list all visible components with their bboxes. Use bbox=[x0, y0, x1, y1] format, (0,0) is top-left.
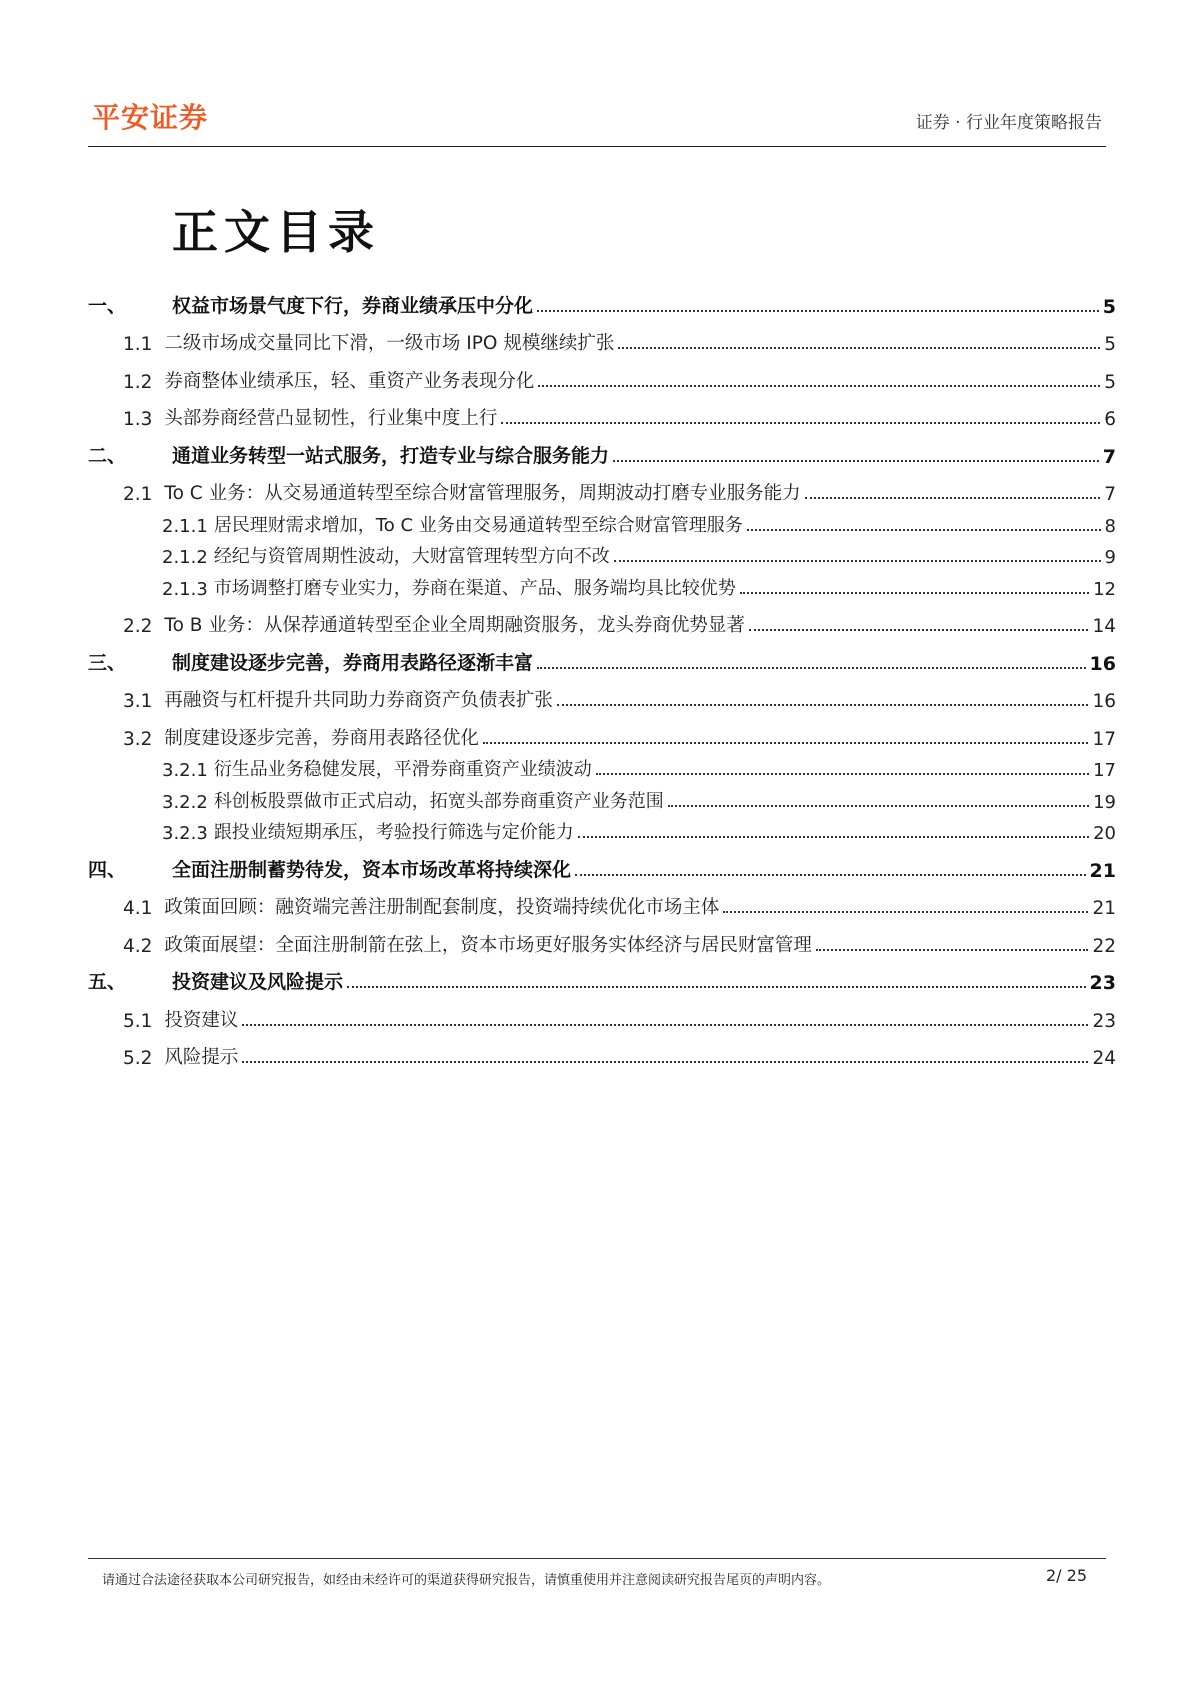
toc-entry[interactable] bbox=[88, 430, 1116, 468]
dot-leader bbox=[816, 949, 1089, 951]
toc-entry-title: 券商整体业绩承压，轻、重资产业务表现分化 bbox=[164, 370, 535, 392]
dot-leader bbox=[749, 629, 1089, 631]
toc-entry-title: 权益市场景气度下行，券商业绩承压中分化 bbox=[172, 294, 534, 317]
page-number: 2/ 25 bbox=[1045, 1566, 1087, 1585]
toc-entry[interactable] bbox=[88, 882, 1116, 920]
toc-entry-number: 3.2.3 bbox=[162, 823, 208, 844]
dot-leader bbox=[805, 497, 1101, 499]
toc-entry[interactable] bbox=[88, 505, 1116, 537]
toc-entry-number: 二、 bbox=[88, 444, 127, 467]
toc-entry[interactable] bbox=[88, 355, 1116, 393]
footer-disclaimer: 请通过合法途径获取本公司研究报告，如经由未经许可的渠道获得研究报告，请慎重使用并注意阅读研究报告尾页的声明内容。 bbox=[102, 1573, 831, 1588]
toc-entry[interactable] bbox=[88, 318, 1116, 356]
toc-entry[interactable] bbox=[88, 537, 1116, 569]
toc-entry-number: 三、 bbox=[88, 651, 127, 674]
toc-entry-page: 23 bbox=[1089, 972, 1116, 994]
toc-entry-number: 4.1 bbox=[123, 898, 153, 919]
toc-entry-number: 3.2 bbox=[123, 728, 153, 750]
toc-entry[interactable] bbox=[88, 468, 1116, 506]
toc-entry[interactable] bbox=[88, 919, 1116, 957]
toc-entry-page: 5 bbox=[1104, 371, 1116, 393]
toc-entry-title: 政策面回顾：融资端完善注册制配套制度，投资端持续优化市场主体 bbox=[164, 897, 720, 918]
toc-entry-number: 一、 bbox=[88, 294, 127, 317]
toc-entry-number: 2.1.2 bbox=[162, 547, 208, 568]
company-logo: 平安证券 bbox=[92, 101, 209, 134]
toc-entry[interactable] bbox=[88, 957, 1116, 995]
page-header bbox=[88, 90, 1106, 147]
toc-entry[interactable] bbox=[88, 568, 1116, 600]
toc-entry-page: 21 bbox=[1092, 898, 1116, 919]
dot-leader bbox=[578, 836, 1089, 838]
footer-divider bbox=[88, 1558, 1106, 1559]
dot-leader bbox=[537, 667, 1086, 669]
toc-entry-page: 22 bbox=[1092, 935, 1116, 957]
toc-entry[interactable] bbox=[88, 393, 1116, 431]
toc-title: 正文目录 bbox=[172, 205, 380, 259]
toc-entry-title: 科创板股票做市正式启动，拓宽头部券商重资产业务范围 bbox=[213, 790, 664, 812]
dot-leader bbox=[747, 529, 1101, 531]
dot-leader bbox=[613, 460, 1099, 462]
dot-leader bbox=[538, 385, 1100, 387]
toc-entry-number: 4.2 bbox=[123, 935, 153, 957]
toc-entry-page: 7 bbox=[1102, 445, 1116, 468]
toc-entry-title: 通道业务转型一站式服务，打造专业与综合服务能力 bbox=[172, 444, 610, 467]
toc-entry-title: 居民理财需求增加，To C 业务由交易通道转型至综合财富管理服务 bbox=[213, 514, 743, 536]
dot-leader bbox=[242, 1061, 1088, 1063]
dot-leader bbox=[596, 773, 1089, 775]
toc-entry-number: 1.3 bbox=[123, 409, 153, 430]
toc-entry-title: 投资建议 bbox=[164, 1009, 239, 1031]
toc-entry-page: 7 bbox=[1104, 484, 1116, 505]
dot-leader bbox=[537, 310, 1099, 312]
toc-entry-title: To B 业务：从保荐通道转型至企业全周期融资服务，龙头券商优势显著 bbox=[164, 615, 745, 636]
toc-entry-number: 3.2.2 bbox=[162, 791, 208, 813]
toc-entry-number: 2.1.1 bbox=[162, 515, 208, 537]
dot-leader bbox=[740, 592, 1089, 594]
toc-entry[interactable] bbox=[88, 280, 1116, 318]
toc-entry[interactable] bbox=[88, 844, 1116, 882]
toc-entry-page: 17 bbox=[1093, 760, 1116, 781]
toc-entry-number: 5.2 bbox=[123, 1048, 153, 1069]
toc-entry-number: 3.1 bbox=[123, 691, 153, 712]
toc-entry-number: 1.1 bbox=[123, 334, 153, 355]
toc-entry-title: 再融资与杠杆提升共同助力券商资产负债表扩张 bbox=[164, 690, 553, 711]
toc-entry-page: 6 bbox=[1104, 409, 1116, 430]
toc-entry-title: 政策面展望：全面注册制箭在弦上，资本市场更好服务实体经济与居民财富管理 bbox=[164, 934, 812, 956]
toc-entry-page: 12 bbox=[1093, 578, 1116, 600]
toc-entry-number: 5.1 bbox=[123, 1010, 153, 1032]
dot-leader bbox=[483, 742, 1089, 744]
dot-leader bbox=[723, 911, 1088, 913]
toc-entry-number: 3.2.1 bbox=[162, 760, 208, 781]
toc-entry-page: 9 bbox=[1104, 547, 1116, 568]
toc-entry-page: 14 bbox=[1092, 616, 1116, 637]
toc-entry-page: 21 bbox=[1089, 859, 1116, 882]
toc-entry-title: 风险提示 bbox=[164, 1047, 239, 1068]
toc-entry-title: To C 业务：从交易通道转型至综合财富管理服务，周期波动打磨专业服务能力 bbox=[164, 483, 801, 504]
toc-entry-number: 2.2 bbox=[123, 616, 153, 637]
toc-entry[interactable] bbox=[88, 781, 1116, 813]
toc-entry-number: 2.1 bbox=[123, 484, 153, 505]
toc-entry-page: 16 bbox=[1092, 691, 1116, 712]
toc-entry[interactable] bbox=[88, 750, 1116, 782]
toc-entry-title: 投资建议及风险提示 bbox=[172, 971, 344, 993]
toc-entry-page: 23 bbox=[1092, 1010, 1116, 1032]
toc-entry-number: 四、 bbox=[88, 858, 127, 881]
toc-entry-page: 19 bbox=[1093, 791, 1116, 813]
toc-entry-title: 衍生品业务稳健发展，平滑券商重资产业绩波动 bbox=[213, 759, 592, 780]
dot-leader bbox=[242, 1024, 1088, 1026]
dot-leader bbox=[618, 347, 1100, 349]
toc-entry-title: 制度建设逐步完善，券商用表路径逐渐丰富 bbox=[172, 651, 534, 674]
toc-entry-title: 跟投业绩短期承压，考验投行筛选与定价能力 bbox=[213, 822, 574, 843]
dot-leader bbox=[347, 986, 1086, 988]
toc-entry[interactable] bbox=[88, 637, 1116, 675]
toc-entry-page: 5 bbox=[1102, 295, 1116, 318]
toc-entry[interactable] bbox=[88, 1032, 1116, 1070]
toc-entry-page: 20 bbox=[1093, 823, 1116, 844]
toc-entry[interactable] bbox=[88, 675, 1116, 713]
toc-entry-title: 制度建设逐步完善，券商用表路径优化 bbox=[164, 727, 479, 749]
dot-leader bbox=[501, 422, 1100, 424]
toc-entry-page: 17 bbox=[1092, 728, 1116, 750]
toc-entry-title: 头部券商经营凸显韧性，行业集中度上行 bbox=[164, 408, 498, 429]
toc-entry-title: 二级市场成交量同比下滑，一级市场 IPO 规模继续扩张 bbox=[164, 333, 615, 354]
toc-entry-page: 8 bbox=[1104, 515, 1116, 537]
toc-entry[interactable] bbox=[88, 994, 1116, 1032]
toc-entry-page: 24 bbox=[1092, 1048, 1116, 1069]
dot-leader bbox=[668, 805, 1089, 807]
toc-entry-page: 5 bbox=[1104, 334, 1116, 355]
toc-entry-number: 2.1.3 bbox=[162, 578, 208, 600]
dot-leader bbox=[614, 560, 1101, 562]
dot-leader bbox=[575, 874, 1086, 876]
toc-entry-number: 五、 bbox=[88, 971, 127, 993]
toc-entry-title: 经纪与资管周期性波动，大财富管理转型方向不改 bbox=[213, 546, 610, 567]
toc-entry[interactable] bbox=[88, 712, 1116, 750]
toc-entry-page: 16 bbox=[1089, 652, 1116, 675]
toc-entry[interactable] bbox=[88, 813, 1116, 845]
toc-entry-title: 全面注册制蓄势待发，资本市场改革将持续深化 bbox=[172, 858, 572, 881]
toc-entry-title: 市场调整打磨专业实力，券商在渠道、产品、服务端均具比较优势 bbox=[213, 577, 736, 599]
dot-leader bbox=[557, 704, 1089, 706]
toc-entry-number: 1.2 bbox=[123, 371, 153, 393]
report-type: 证券 · 行业年度策略报告 bbox=[915, 113, 1102, 133]
toc-entry[interactable] bbox=[88, 600, 1116, 638]
table-of-contents bbox=[88, 280, 1116, 1069]
